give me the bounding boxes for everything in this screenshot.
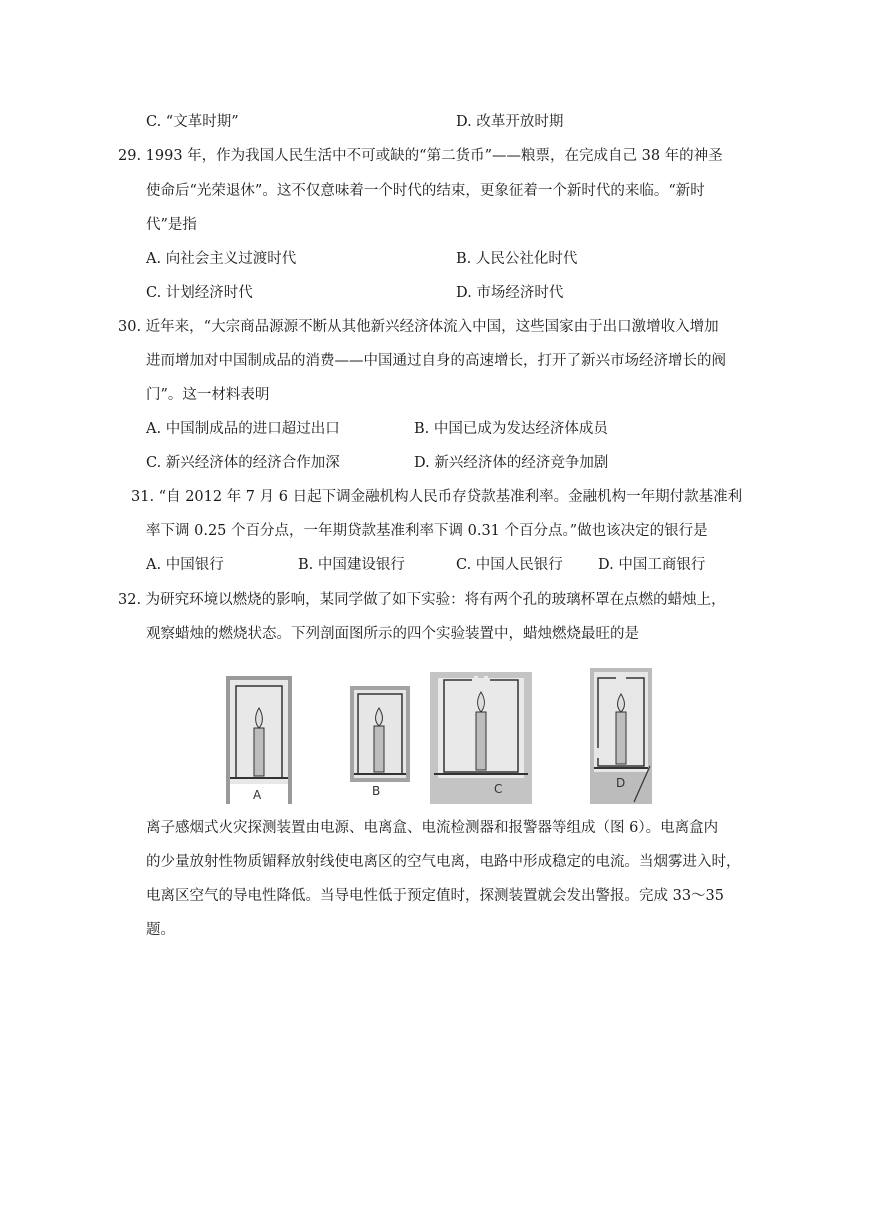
figure-c [430,672,532,804]
q29-stem-line-3: 代”是指 [146,217,197,233]
q31-stem-line-1: 31. “自 2012 年 7 月 6 日起下调金融机构人民币存贷款基准利率。金融机构一年期付款基准利 [131,489,743,505]
q30-stem-line-3: 门”。这一材料表明 [146,387,270,403]
q29-stem-line-1: 29. 1993 年，作为我国人民生活中不可或缺的“第二货币”——粮票，在完成自己 38 年的神圣 [118,148,723,164]
q29-option-b: B. 人民公社化时代 [456,251,578,267]
q29-stem-line-2: 使命后“光荣退休”。这不仅意味着一个时代的结束，更象征着一个新时代的来临。“新时 [146,183,705,199]
passage-line-1: 离子感烟式火灾探测装置由电源、电离盒、电流检测器和报警器等组成（图 6）。电离盒内 [146,820,719,836]
passage-line-4: 题。 [146,922,175,938]
q31-option-c: C. 中国人民银行 [456,557,563,573]
q30-stem-line-1: 30. 近年来，“大宗商品源源不断从其他新兴经济体流入中国，这些国家由于出口激增收入增加 [118,319,719,335]
figure-a-label: A [253,788,262,802]
q31-option-a: A. 中国银行 [146,557,224,573]
figure-b [350,686,410,804]
q29-option-a: A. 向社会主义过渡时代 [146,251,297,267]
q30-option-a: A. 中国制成品的进口超过出口 [146,421,340,437]
figure-b-label: B [372,784,381,798]
figure-a-drawing [226,676,292,804]
q32-stem-line-2: 观察蜡烛的燃烧状态。下列剖面图所示的四个实验装置中，蜡烛燃烧最旺的是 [146,626,639,642]
q29-option-c: C. 计划经济时代 [146,285,253,301]
figure-c-label: C [494,782,503,796]
q29-option-d: D. 市场经济时代 [456,285,564,301]
q32-stem-line-1: 32. 为研究环境以燃烧的影响，某同学做了如下实验：将有两个孔的玻璃杯罩在点燃的蜡烛上， [118,592,726,608]
figure-c-drawing [430,672,532,804]
q30-stem-line-2: 进而增加对中国制成品的消费——中国通过自身的高速增长，打开了新兴市场经济增长的阀 [146,353,726,369]
figure-d [590,668,652,804]
q30-option-b: B. 中国已成为发达经济体成员 [414,421,608,437]
passage-line-3: 电离区空气的导电性降低。当导电性低于预定值时，探测装置就会发出警报。完成 33～35 [146,888,725,904]
q28-option-c: C. “文革时期” [146,114,239,130]
q28-option-d: D. 改革开放时期 [456,114,564,130]
passage-line-2: 的少量放射性物质镅释放射线使电离区的空气电离，电路中形成稳定的电流。当烟雾进入时， [146,854,741,870]
q30-option-c: C. 新兴经济体的经济合作加深 [146,455,340,471]
figure-d-label: D [616,776,626,790]
q31-option-b: B. 中国建设银行 [298,557,405,573]
q30-option-d: D. 新兴经济体的经济竞争加剧 [414,455,609,471]
q31-stem-line-2: 率下调 0.25 个百分点，一年期贷款基准利率下调 0.31 个百分点。”做也该决定的银行是 [146,523,708,539]
figure-a [226,676,292,804]
q31-option-d: D. 中国工商银行 [598,557,706,573]
